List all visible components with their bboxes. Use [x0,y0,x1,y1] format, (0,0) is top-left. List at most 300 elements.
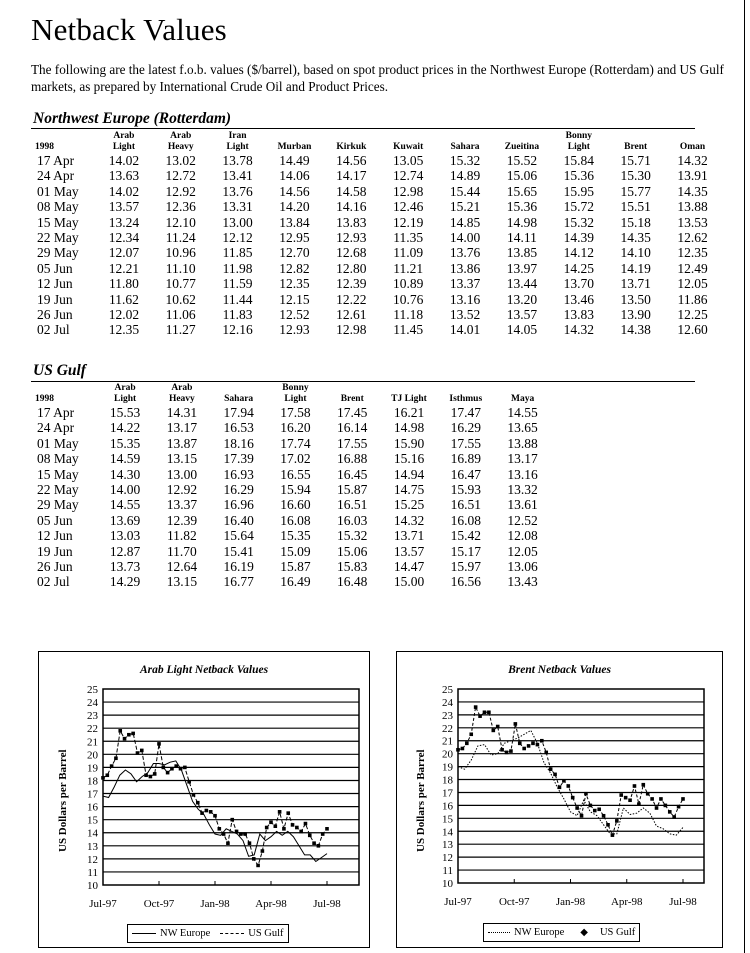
row-date: 17 Apr [37,405,75,420]
legend-label-nw-europe: NW Europe [514,927,565,938]
row-date: 22 May [37,482,79,498]
table-row [31,574,551,589]
table-row [31,467,551,482]
table-cell: 11.45 [393,322,424,338]
table-cell: 15.83 [337,559,368,575]
table-cell: 11.10 [165,260,196,276]
row-date: 08 May [37,451,79,467]
data-point-marker [527,744,531,748]
table-cell: 15.18 [620,214,651,230]
column-header-line1 [664,131,721,142]
data-point-marker [469,732,473,736]
data-point-marker [619,793,623,797]
legend-label-us-gulf: US Gulf [248,928,284,939]
table-cell: 12.35 [108,322,140,338]
data-point-marker [226,841,230,845]
column-header-line1 [437,131,494,142]
column-header-line1: Arab [113,131,135,141]
table-cell: 12.25 [677,307,708,323]
intro-paragraph: The following are the latest f.o.b. values ($/barrel), based on spot product prices in the Northwest Europe (Rotterdam) and US Gulf markets, as prepared by International Crude Oil and Product Prices. [31,62,724,94]
table-cell: 13.70 [563,276,595,292]
table-cell: 14.32 [393,512,425,528]
data-point-marker [265,826,269,830]
data-point-marker [514,722,518,726]
page-title: Netback Values [31,12,227,47]
column-header [494,383,551,405]
y-tick-label: 11 [87,866,98,879]
data-point-marker [209,810,213,814]
table-row [31,528,551,543]
y-tick-label: 16 [442,800,453,813]
column-header-line1 [607,131,664,142]
table-cell: 10.89 [393,276,424,292]
y-tick-label: 15 [87,814,98,827]
table-cell: 11.83 [222,307,253,323]
data-point-marker [278,810,282,814]
table-cell: 14.94 [393,466,425,482]
arab-light-plot [39,652,369,947]
data-point-marker [157,742,161,746]
table-cell: 11.59 [222,276,253,292]
table-cell: 14.30 [109,466,141,482]
table-cell: 15.09 [280,543,311,559]
table-cell: 12.16 [222,322,253,338]
table-cell: 16.19 [223,559,254,575]
table-cell: 12.05 [677,276,708,292]
data-point-marker [248,841,252,845]
data-point-marker [256,864,260,868]
table-cell: 14.17 [336,168,367,184]
x-tick-label: Oct-97 [498,896,530,908]
data-point-marker [540,739,544,743]
table-cell: 14.25 [563,260,595,276]
data-point-marker [291,823,295,827]
data-point-marker [677,805,681,809]
table-cell: 16.20 [280,420,311,436]
column-header [266,131,323,153]
table-cell: 14.00 [109,482,141,498]
brent-plot [397,652,722,947]
table-cell: 12.19 [393,214,424,230]
table-cell: 11.62 [108,291,139,307]
row-date: 12 Jun [37,528,73,544]
data-point-marker [536,743,540,747]
data-point-marker [474,705,478,709]
y-tick-label: 13 [87,840,98,853]
table-cell: 14.56 [279,183,310,199]
table-cell: 12.02 [108,307,140,323]
data-point-marker [252,857,256,861]
table-cell: 13.53 [677,214,708,230]
table-cell: 15.06 [337,543,368,559]
table-row [31,261,721,276]
data-point-marker [282,827,286,831]
data-point-marker [187,780,191,784]
table-cell: 12.36 [165,199,196,215]
nw-europe-table [31,131,721,338]
page-edge-line [744,0,745,953]
table-cell: 14.35 [620,230,651,246]
table-cell: 11.80 [108,276,139,292]
table-cell: 13.16 [449,291,481,307]
column-header [323,131,380,153]
table-cell: 12.93 [279,322,310,338]
column-header-line2: Kirkuk [336,142,367,152]
data-point-marker [531,742,535,746]
table-cell: 16.45 [337,466,368,482]
column-header [380,131,437,153]
column-header-line2: Heavy [167,142,194,152]
y-tick-label: 23 [442,709,453,722]
table-row [31,184,721,199]
table-row [31,405,551,420]
table-cell: 15.72 [563,199,595,215]
legend-marker-us-gulf-icon: ◆ [580,927,588,938]
chart-legend [483,923,640,942]
table-cell: 14.56 [336,153,367,168]
column-header [97,383,154,405]
table-cell: 12.35 [677,245,708,261]
table-cell: 13.17 [507,451,538,467]
table-cell: 14.31 [166,405,198,420]
table-cell: 12.05 [507,543,538,559]
data-point-marker [641,783,645,787]
column-header-line1: Iran [228,131,247,141]
column-header-line1 [210,383,267,394]
table-row [31,436,551,451]
data-point-marker [166,771,170,775]
table-cell: 16.48 [337,574,368,590]
data-point-marker [308,834,312,838]
table-cell: 13.85 [506,245,538,261]
data-point-marker [312,841,316,845]
column-header [437,383,494,405]
table-cell: 12.39 [336,276,367,292]
table-cell: 13.71 [620,276,651,292]
column-header-line1 [324,383,381,394]
y-tick-label: 17 [87,788,98,801]
table-cell: 12.92 [166,482,198,498]
table-cell: 12.72 [165,168,196,184]
table-cell: 13.52 [449,307,481,323]
table-row [31,451,551,466]
column-header-line2: Kuwait [393,142,424,152]
data-point-marker [580,814,584,818]
table-cell: 17.39 [223,451,254,467]
table-cell: 17.45 [337,405,368,420]
table-cell: 15.87 [280,559,311,575]
column-header-line1: Arab [170,131,192,141]
data-point-marker [200,811,204,815]
table-cell: 12.95 [279,230,310,246]
table-cell: 15.35 [280,528,311,544]
table-cell: 13.32 [507,482,538,498]
row-date: 01 May [37,183,79,199]
data-point-marker [628,798,632,802]
data-point-marker [127,733,131,737]
data-point-marker [114,756,118,760]
data-point-marker [606,823,610,827]
table-cell: 13.76 [222,183,253,199]
data-point-marker [274,824,278,828]
table-cell: 13.31 [222,199,253,215]
table-cell: 12.70 [279,245,310,261]
column-header [324,383,381,405]
table-cell: 12.74 [393,168,424,184]
table-cell: 16.08 [450,512,481,528]
data-point-marker [602,814,606,818]
y-axis-label: US Dollars per Barrel [57,749,69,852]
table-cell: 13.50 [620,291,651,307]
table-cell: 12.80 [336,260,367,276]
table-cell: 14.85 [449,214,481,230]
table-cell: 13.73 [109,559,141,575]
table-cell: 11.18 [393,307,424,323]
table-cell: 16.51 [337,497,368,513]
table-cell: 10.77 [165,276,196,292]
data-point-marker [637,802,641,806]
data-point-marker [575,806,579,810]
table-cell: 13.76 [449,245,481,261]
table-cell: 12.98 [336,322,367,338]
table-cell: 14.02 [108,153,140,168]
table-cell: 12.52 [507,512,538,528]
row-date: 01 May [37,435,79,451]
x-tick-label: Jan-98 [555,896,586,908]
table-row [31,544,551,559]
column-header [153,383,210,405]
data-point-marker [487,710,491,714]
y-tick-label: 18 [87,775,98,788]
row-date: 26 Jun [37,559,73,575]
table-cell: 12.87 [109,543,141,559]
table-cell: 15.64 [223,528,254,544]
column-header [96,131,153,153]
data-point-marker [553,773,557,777]
data-point-marker [196,801,200,805]
table-cell: 14.55 [109,497,141,513]
y-tick-label: 11 [442,865,453,878]
data-point-marker [461,747,465,751]
table-cell: 10.62 [165,291,196,307]
table-row [31,276,721,291]
table-cell: 16.21 [393,405,425,420]
column-header-line1 [381,383,438,394]
table-cell: 11.35 [393,230,424,246]
table-cell: 14.47 [393,559,425,575]
data-point-marker [261,849,265,853]
x-tick-label: Jul-97 [89,898,117,910]
column-header-line2: Brent [624,142,648,152]
table-cell: 11.82 [166,528,197,544]
table-cell: 14.75 [393,482,425,498]
plot-area [458,689,704,883]
plot-area [103,689,359,885]
table-cell: 15.77 [620,183,651,199]
table-cell: 15.16 [393,451,425,467]
table-cell: 14.39 [563,230,595,246]
row-date: 19 Jun [37,543,73,559]
row-date: 12 Jun [37,276,73,292]
table-cell: 16.88 [337,451,368,467]
table-cell: 16.60 [280,497,311,513]
y-tick-label: 22 [442,722,453,735]
data-point-marker [110,764,114,768]
table-cell: 13.37 [449,276,481,292]
table-cell: 13.44 [506,276,538,292]
y-tick-label: 20 [87,749,98,762]
data-point-marker [213,814,217,818]
table-cell: 12.22 [336,291,367,307]
table-cell: 14.89 [449,168,481,184]
chart-title: Arab Light Netback Values [139,664,269,676]
y-tick-label: 12 [442,852,453,865]
data-point-marker [286,811,290,815]
y-tick-label: 22 [87,723,98,736]
column-header-line2: Light [226,142,249,152]
table-cell: 17.94 [223,405,254,420]
column-header-line2: Sahara [224,394,254,404]
y-tick-label: 21 [442,735,453,748]
data-point-marker [123,737,127,741]
table-cell: 15.95 [563,183,595,199]
y-tick-label: 24 [442,696,453,709]
table-cell: 15.41 [223,543,254,559]
table-cell: 12.93 [336,230,367,246]
column-header-line2: Oman [679,142,706,152]
row-date: 17 Apr [37,153,75,168]
table-cell: 17.58 [280,405,311,420]
table-cell: 16.03 [337,512,368,528]
data-point-marker [149,775,153,779]
table-cell: 13.65 [507,420,538,436]
legend-label-us-gulf: US Gulf [599,927,636,938]
data-point-marker [101,776,105,780]
data-point-marker [633,784,637,788]
row-date: 24 Apr [37,420,75,436]
y-tick-label: 19 [87,762,98,775]
table-header-row [31,131,721,153]
data-point-marker [136,751,140,755]
table-cell: 13.15 [166,451,198,467]
column-header-line2: Isthmus [449,394,483,404]
column-header-line1 [266,131,323,142]
y-tick-label: 16 [87,801,98,814]
column-header [664,131,721,153]
data-point-marker [299,830,303,834]
table-cell: 14.05 [506,322,538,338]
table-cell: 15.87 [337,482,368,498]
table-cell: 13.88 [677,199,708,215]
table-cell: 12.82 [279,260,310,276]
table-cell: 14.16 [336,199,367,215]
column-header [550,131,607,153]
data-point-marker [243,832,247,836]
table-cell: 14.22 [109,420,141,436]
column-header-line2: Light [567,142,590,152]
table-cell: 13.15 [166,574,198,590]
table-cell: 13.88 [507,435,538,451]
table-cell: 15.51 [620,199,651,215]
table-row [31,292,721,307]
data-point-marker [509,749,513,753]
y-tick-label: 24 [87,697,98,710]
table-cell: 10.96 [165,245,196,261]
table-cell: 13.02 [165,153,196,168]
table-cell: 12.08 [507,528,538,544]
table-cell: 13.87 [166,435,198,451]
data-point-marker [566,784,570,788]
table-cell: 15.21 [449,199,481,215]
column-header [437,131,494,153]
table-cell: 17.74 [280,435,311,451]
data-point-marker [174,764,178,768]
data-point-marker [681,797,685,801]
table-cell: 16.96 [223,497,254,513]
table-cell: 13.78 [222,153,253,168]
table-cell: 14.19 [620,260,651,276]
data-point-marker [518,742,522,746]
table-cell: 15.00 [393,574,425,590]
us-gulf-table [31,383,551,590]
table-cell: 15.42 [450,528,481,544]
table-cell: 13.24 [108,214,140,230]
legend-label-nw-europe: NW Europe [160,928,211,939]
x-tick-label: Apr-98 [610,896,643,908]
data-point-marker [235,830,239,834]
y-tick-label: 13 [442,839,453,852]
table-cell: 15.06 [506,168,538,184]
data-point-marker [179,767,183,771]
column-header-line1: Arab [114,383,136,393]
table-cell: 16.56 [450,574,481,590]
table-cell: 10.76 [393,291,424,307]
table-cell: 14.00 [449,230,481,246]
table-cell: 14.49 [279,153,310,168]
table-cell: 18.16 [223,435,254,451]
data-point-marker [624,796,628,800]
table-cell: 16.53 [223,420,254,436]
y-axis-label: US Dollars per Barrel [415,749,427,852]
series-line-us-gulf [458,707,683,835]
table-cell: 12.12 [222,230,253,246]
table-cell: 13.71 [393,528,425,544]
table-cell: 12.60 [677,322,708,338]
table-cell: 13.57 [506,307,538,323]
table-header-row [31,383,551,405]
table-cell: 14.12 [563,245,595,261]
table-cell: 15.25 [393,497,425,513]
row-date: 15 May [37,466,79,482]
table-cell: 13.63 [108,168,140,184]
table-cell: 13.06 [507,559,538,575]
table-cell: 16.77 [223,574,254,590]
data-point-marker [239,832,243,836]
column-header-line2: TJ Light [391,394,427,404]
table-cell: 12.62 [677,230,708,246]
table-cell: 16.08 [280,512,311,528]
table-cell: 17.55 [337,435,368,451]
table-cell: 17.47 [450,405,481,420]
column-header-line2: Light [284,394,307,404]
legend-line-nw-europe-icon [132,933,156,934]
table-cell: 12.07 [108,245,140,261]
legend-line-us-gulf-icon [220,933,244,934]
data-point-marker [646,792,650,796]
table-cell: 14.06 [279,168,310,184]
brent-chart [396,651,723,948]
data-point-marker [584,792,588,796]
